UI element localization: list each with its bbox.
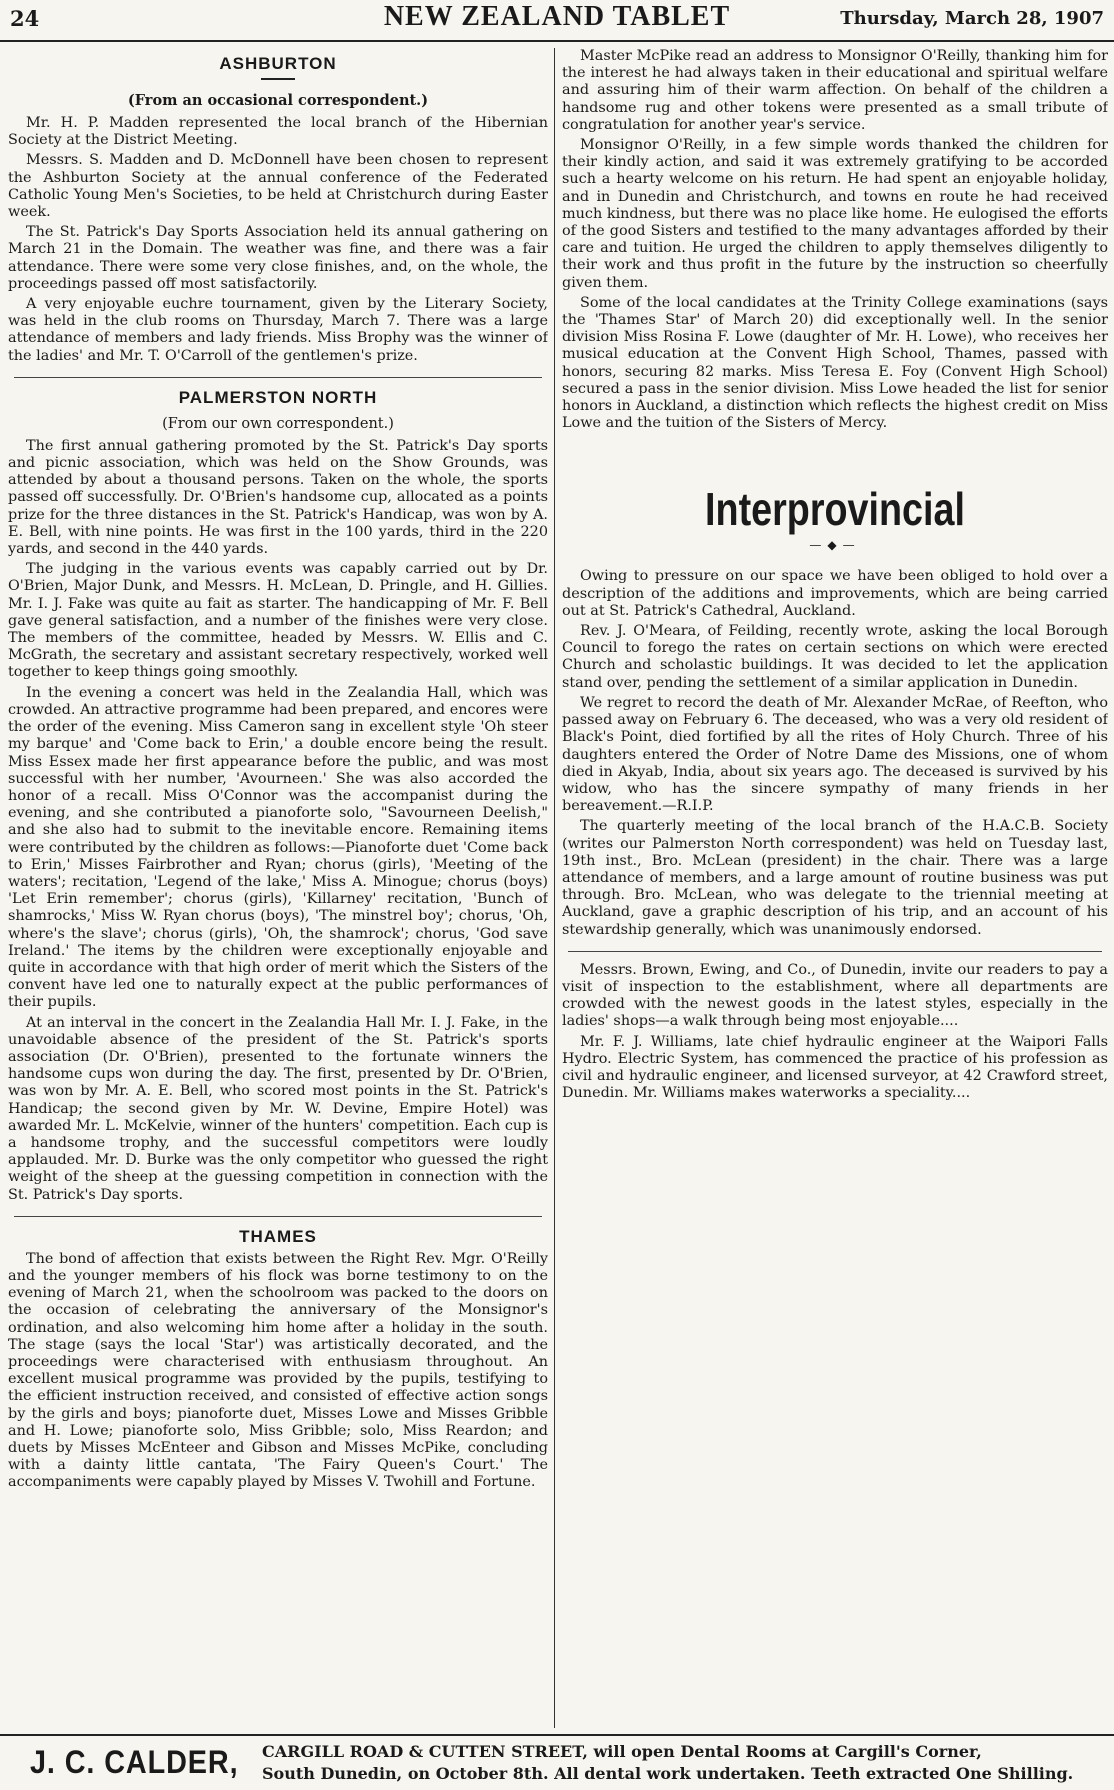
section-divider bbox=[14, 1216, 542, 1217]
article-paragraph: We regret to record the death of Mr. Alexander McRae, of Reefton, who passed away on February 6. The deceased, who was a very old resident of Black's Point, died fortified by all the rites of Holy Church. Three of his daughters entered the Order of Notre Dame des Missions, one of whom died in Akyab, India, about six years ago. The deceased is survived by his widow, who has the sincere sympathy of many friends in her bereavement.—R.I.P. bbox=[562, 694, 1108, 815]
section-divider bbox=[14, 377, 542, 378]
page-header bbox=[0, 0, 1114, 42]
advertisement-banner bbox=[0, 1734, 1114, 1790]
thames-heading: THAMES bbox=[239, 1226, 317, 1246]
article-paragraph: A very enjoyable euchre tournament, given by the Literary Society, was held in the club rooms on Thursday, March 7. There was a large attendance of members and lady friends. Miss Brophy was the winner of the ladies' and Mr. T. O'Carroll of the gentlemen's prize. bbox=[8, 296, 548, 364]
article-paragraph: The first annual gathering promoted by the St. Patrick's Day sports and picnic association, which was held on the Show Grounds, was attended by about a thousand persons. Taken on the whole, the sports passed off successfully. Dr. O'Brien's handsome cup, allocated as a points prize for the three distances in the St. Patrick's Handicap, was won by A. E. Bell, with nine points. He was first in the 100 yards, third in the 220 yards, and second in the 440 yards. bbox=[8, 437, 548, 558]
article-paragraph: The St. Patrick's Day Sports Association held its annual gathering on March 21 in the Domain. The weather was fine, and there was a fair attendance. There were some very close finishes, and, on the whole, the proceedings passed off most satisfactorily. bbox=[8, 224, 548, 292]
notice-paragraph: Messrs. Brown, Ewing, and Co., of Dunedin, invite our readers to pay a visit of inspection to the establishment, where all departments are crowded with the newest goods in the latest styles, especially in the ladies' shops—a walk through being most enjoyable.... bbox=[562, 961, 1108, 1030]
advertiser-name: J. C. CALDER, bbox=[30, 1744, 239, 1780]
section-divider bbox=[568, 951, 1102, 952]
ad-line-1: CARGILL ROAD & CUTTEN STREET, will open Dental Rooms at Cargill's Corner, bbox=[262, 1742, 982, 1761]
issue-date: Thursday, March 28, 1907 bbox=[840, 8, 1104, 29]
article-paragraph: In the evening a concert was held in the Zealandia Hall, which was crowded. An attractive programme had been prepared, and encores were the order of the evening. Miss Cameron sang in excellent style 'Oh steer my barque' and 'Come back to Erin,' a double encore being the result. Miss Essex made her first appearance before the public, and was most successful with her number, 'Avourneen.' She was also accorded the honor of a recall. Miss O'Connor was the accompanist during the evening, and she contributed a pianoforte solo, "Savourneen Deelish," and she also had to submit to the inevitable encore. Remaining items were contributed by the children as follows:—Pianoforte duet 'Come back to Erin,' Misses Fairbrother and Ryan; chorus (girls), 'Meeting of the waters'; recitation, 'Legend of the lake,' Miss A. Minogue; chorus (boys) 'Let Erin remember'; chorus (girls), 'Killarney' recitation, 'Bunch of shamrocks,' Miss W. Ryan chorus (boys), 'The minstrel boy'; chorus, 'Oh, where's the slave'; chorus (girls), 'Oh, the shamrock'; chorus, 'God save Ireland.' The items by the children were exceptionally enjoyable and quite in accordance with that high order of merit which the Sisters of the convent have led one to naturally expect at the public performances of their pupils. bbox=[8, 684, 548, 1011]
article-paragraph: The judging in the various events was capably carried out by Dr. O'Brien, Major Dunk, and Messrs. H. McLean, D. Pringle, and H. Gillies. Mr. I. J. Fake was quite au fait as starter. The handicapping of Mr. F. Bell gave general satisfaction, and a number of the finishes were very close. The members of the committee, headed by Messrs. W. Ellis and C. McGrath, the secretary and assistant secretary respectively, worked well together to keep things going smoothly. bbox=[8, 561, 548, 681]
article-paragraph: Master McPike read an address to Monsignor O'Reilly, thanking him for the interest he had always taken in their educational and spiritual welfare and assuring him of their warm affection. On behalf of the children a handsome rug and other tokens were presented as a small tribute of congratulation for another year's service. bbox=[562, 48, 1108, 133]
article-paragraph: Rev. J. O'Meara, of Feilding, recently wrote, asking the local Borough Council to forego the rates on certain sections on which were erected Church and scholastic buildings. It was decided to let the application stand over, pending the settlement of a similar application in Dunedin. bbox=[562, 623, 1108, 691]
article-paragraph: The bond of affection that exists between the Right Rev. Mgr. O'Reilly and the younger members of his flock was borne testimony to on the evening of March 21, when the schoolroom was packed to the doors on the occasion of celebrating the anniversary of the Monsignor's ordination, and also welcoming him home after a holiday in the south. The stage (says the local 'Star') was artistically decorated, and the proceedings were characterised with enthusiasm throughout. An excellent musical programme was provided by the pupils, testifying to the efficient instruction received, and consisted of effective action songs by the girls and boys; pianoforte duet, Misses Lowe and Misses Gribble and H. Lowe; pianoforte solo, Miss Gribble; solo, Miss Reardon; and duets by Misses McEnteer and Gibson and Misses McPike, concluding with a dainty little cantata, 'The Fairy Queen's Court.' The accompaniments were capably played by Misses V. Twohill and Fortune. bbox=[8, 1250, 548, 1491]
article-paragraph: Owing to pressure on our space we have been obliged to hold over a description of the additions and improvements, which are being carried out at St. Patrick's Cathedral, Auckland. bbox=[562, 568, 1108, 619]
article-paragraph: Some of the local candidates at the Trinity College examinations (says the 'Thames Star' of March 20) did exceptionally well. In the senior division Miss Rosina F. Lowe (daughter of Mr. H. Lowe), who receives her musical education at the Convent High School, Thames, passed with honors, securing 82 marks. Miss Teresa E. Foy (Convent High School) secured a pass in the senior division. Miss Lowe headed the list for senior honors in Auckland, a distinction which reflects the highest credit on Miss Lowe and the tuition of the Sisters of Mercy. bbox=[562, 294, 1108, 432]
ashburton-heading: ASHBURTON bbox=[219, 54, 337, 73]
article-paragraph: At an interval in the concert in the Zealandia Hall Mr. I. J. Fake, in the unavoidable absence of the president of the St. Patrick's sports association (Dr. O'Brien), presented to the fortunate winners the handsome cups won during the day. The first, presented by Dr. O'Brien, was won by Mr. A. E. Bell, who scored most points in the St. Patrick's Handicap; the second given by Mr. W. Devine, Empire Hotel) was awarded Mr. L. McKelvie, winner of the hunters' competition. Each cup is a handsome trophy, and the successful competitors were loudly applauded. Mr. D. Burke was the only competitor who guessed the right weight of the sheep at the guessing competition in connection with the St. Patrick's Day sports. bbox=[8, 1014, 548, 1203]
article-paragraph: Monsignor O'Reilly, in a few simple words thanked the children for their kindly action, and said it was extremely gratifying to be accorded such a hearty welcome on his return. He had spent an enjoyable holiday, and in Dunedin and Christchurch, and towns en route he had received much kindness, but there was no place like home. He eulogised the efforts of the good Sisters and testified to the many advantages afforded by their care and tuition. He urged the children to apply themselves diligently to their work and thus profit in the future by the instruction so cheerfully given them. bbox=[562, 137, 1108, 291]
left-column bbox=[8, 48, 548, 1728]
page-number: 24 bbox=[10, 6, 40, 31]
ad-line-2: South Dunedin, on October 8th. All dental work undertaken. Teeth extracted One Shilling. bbox=[262, 1764, 1074, 1783]
article-paragraph: The quarterly meeting of the local branch of the H.A.C.B. Society (writes our Palmerston North correspondent) was held on Tuesday last, 19th inst., Bro. McLean (president) in the chair. There was a large attendance of members, and a large amount of routine business was put through. Bro. McLean, who was delegate to the triennial meeting at Auckland, gave a graphic description of his trip, and an account of his stewardship generally, which was unanimously endorsed. bbox=[562, 818, 1108, 938]
heading-divider bbox=[261, 78, 295, 80]
notice-paragraph: Mr. F. J. Williams, late chief hydraulic engineer at the Waipori Falls Hydro. Electric System, has commenced the practice of his profession as civil and hydraulic engineer, and licensed surveyor, at 42 Crawford street, Dunedin. Mr. Williams makes waterworks a speciality.... bbox=[562, 1033, 1108, 1102]
palmerston-heading: PALMERSTON NORTH bbox=[178, 387, 378, 407]
ashburton-byline: (From an occasional correspondent.) bbox=[127, 92, 429, 109]
article-paragraph: Messrs. S. Madden and D. McDonnell have been chosen to represent the Ashburton Society at the annual conference of the Federated Catholic Young Men's Societies, to be held at Christchurch during Easter week. bbox=[8, 152, 548, 221]
column-rule bbox=[554, 48, 555, 1728]
ornament-divider: —◆— bbox=[809, 538, 861, 553]
right-column bbox=[562, 48, 1108, 1728]
palmerston-byline: (From our own correspondent.) bbox=[162, 415, 394, 432]
article-paragraph: Mr. H. P. Madden represented the local branch of the Hibernian Society at the District Meeting. bbox=[8, 115, 548, 149]
masthead: NEW ZEALAND TABLET bbox=[383, 1, 731, 32]
interprovincial-heading: Interprovincial bbox=[705, 483, 965, 536]
